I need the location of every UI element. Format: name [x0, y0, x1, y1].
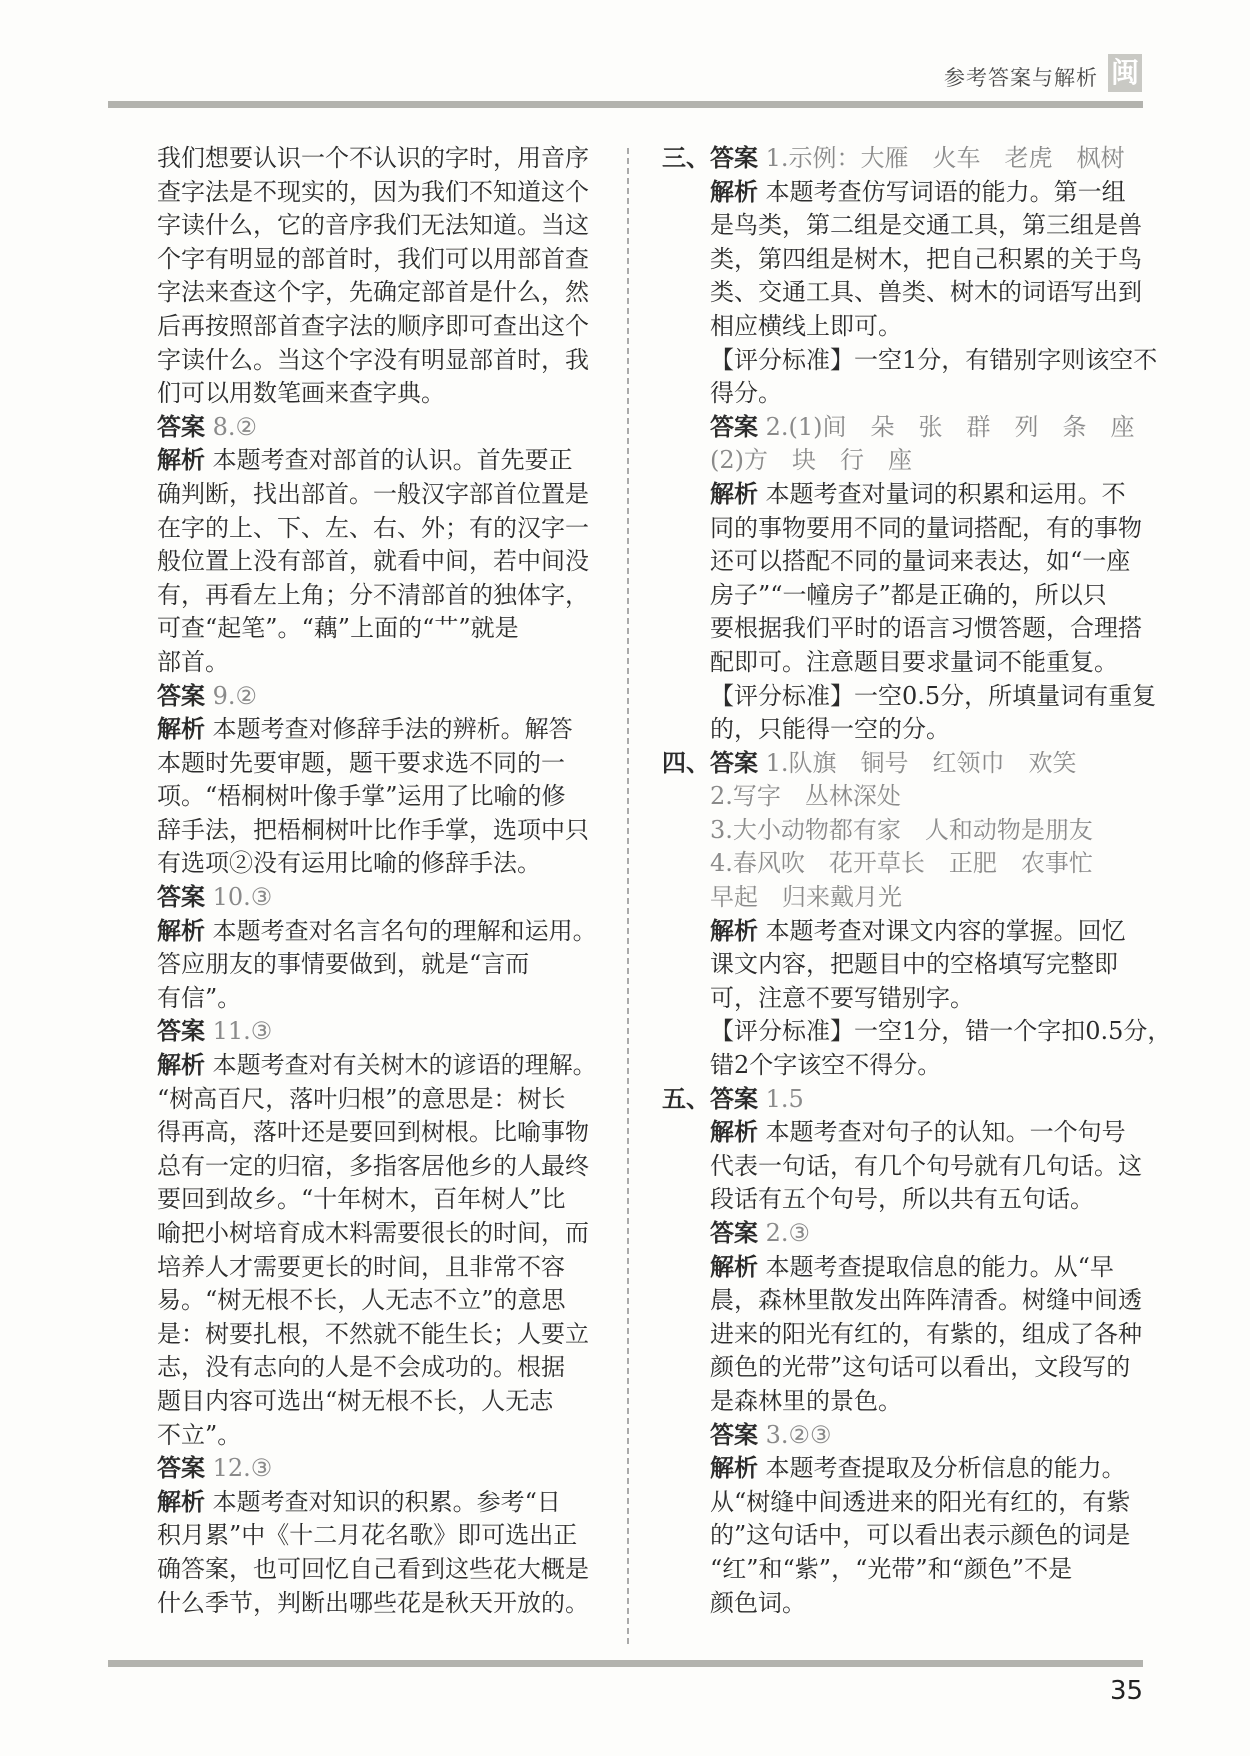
page-number: 35 [1110, 1676, 1144, 1706]
text-line: 可，注意不要写错别字。 [710, 983, 974, 1012]
text-line: 要根据我们平时的语言习惯答题，合理搭 [710, 614, 1142, 643]
section-5-explain-3: 解析 本题考查提取及分析信息的能力。 [710, 1454, 1126, 1483]
scoring-line: 的，只能得一空的分。 [710, 715, 950, 744]
text-line: 类，第四组是树木，把自己积累的关于鸟 [710, 244, 1142, 273]
header-title: 参考答案与解析 [944, 66, 1098, 90]
text-line: 有信”。 [157, 983, 242, 1012]
text-line: 颜色的光带”这句话可以看出，文段写的 [710, 1353, 1131, 1382]
text-line: 的”这句话中，可以看出表示颜色的词是 [710, 1521, 1131, 1550]
text-line: 相应横线上即可。 [710, 311, 902, 340]
answer-12: 答案 12.③ [157, 1454, 273, 1483]
text-line: 辞手法，把梧桐树叶比作手掌，选项中只 [157, 815, 589, 844]
text-line: 段话有五个句号，所以共有五句话。 [710, 1185, 1094, 1214]
answer-line: 早起 归来戴月光 [710, 883, 902, 912]
text-line: 易。“树无根不长，人无志不立”的意思 [157, 1286, 566, 1315]
text-line: 是：树要扎根，不然就不能生长；人要立 [157, 1319, 589, 1348]
text-line: 般位置上没有部首，就看中间，若中间没 [157, 547, 589, 576]
explain-8: 解析 本题考查对部首的认识。首先要正 [157, 446, 573, 475]
section-5-explain-2: 解析 本题考查提取信息的能力。从“早 [710, 1252, 1114, 1281]
text-line: 要回到故乡。“十年树木，百年树人”比 [157, 1185, 566, 1214]
answer-line: 2.写字 丛林深处 [710, 782, 901, 811]
section-3-answer-1: 三、答案 1.示例：大雁 火车 老虎 枫树 [662, 144, 1125, 172]
text-line: 确判断，找出部首。一般汉字部首位置是 [157, 479, 589, 508]
text-line: 不立”。 [157, 1420, 242, 1449]
section-5-explain-1: 解析 本题考查对句子的认知。一个句号 [710, 1118, 1126, 1147]
text-line: 课文内容，把题目中的空格填写完整即 [710, 950, 1118, 979]
text-line: 有，再看左上角；分不清部首的独体字， [157, 580, 589, 609]
scoring-line: 【评分标准】一空0.5分，所填量词有重复 [710, 681, 1157, 710]
text-line: 还可以搭配不同的量词来表达，如“一座 [710, 547, 1131, 576]
text-line: 项。“梧桐树叶像手掌”运用了比喻的修 [157, 782, 566, 811]
text-line: 字读什么。当这个字没有明显部首时，我 [157, 345, 589, 374]
text-line: 代表一句话，有几个句号就有几句话。这 [710, 1151, 1142, 1180]
text-line: 从“树缝中间透进来的阳光有红的，有紫 [710, 1487, 1131, 1516]
explain-12: 解析 本题考查对知识的积累。参考“日 [157, 1487, 561, 1516]
right-column [662, 142, 1172, 1620]
text-line: 类、交通工具、兽类、树木的词语写出到 [710, 278, 1142, 307]
footer-rule [108, 1660, 1143, 1667]
text-line: 同的事物要用不同的量词搭配，有的事物 [710, 513, 1142, 542]
section-4-answer: 四、答案 1.队旗 铜号 红领巾 欢笑 [662, 748, 1077, 777]
section-5-answer-2: 答案 2.③ [710, 1219, 811, 1247]
section-3-explain-1: 解析 本题考查仿写词语的能力。第一组 [710, 177, 1126, 206]
text-line: 进来的阳光有红的，有紫的，组成了各种 [710, 1319, 1142, 1348]
scoring-line: 【评分标准】一空1分，错一个字扣0.5分， [710, 1017, 1172, 1046]
text-line: 字读什么，它的音序我们无法知道。当这 [157, 211, 589, 240]
text-line: 可查“起笔”。“藕”上面的“艹”就是 [157, 614, 519, 643]
answer-8: 答案 8.② [157, 412, 258, 441]
text-line: 房子”“一幢房子”都是正确的，所以只 [710, 580, 1107, 609]
text-line: 们可以用数笔画来查字典。 [157, 379, 445, 408]
text-line: 颜色词。 [710, 1588, 806, 1617]
text-line: 得再高，落叶还是要回到树根。比喻事物 [157, 1118, 589, 1147]
text-line: 个字有明显的部首时，我们可以用部首查 [157, 244, 589, 273]
scoring-line: 错2个字该空不得分。 [710, 1051, 942, 1080]
text-line: 我们想要认识一个不认识的字时，用音序 [157, 144, 589, 172]
answer-line: 4.春风吹 花开草长 正肥 农事忙 [710, 849, 1093, 878]
text-line: 本题时先要审题，题干要求选不同的一 [157, 748, 565, 777]
text-line: 是森林里的景色。 [710, 1386, 902, 1415]
section-4-explain: 解析 本题考查对课文内容的掌握。回忆 [710, 916, 1126, 945]
text-line: 后再按照部首查字法的顺序即可查出这个 [157, 311, 589, 340]
answer-line: (2)方 块 行 座 [710, 446, 912, 475]
text-line: 查字法是不现实的，因为我们不知道这个 [157, 177, 589, 206]
text-line: “树高百尺，落叶归根”的意思是：树长 [157, 1084, 566, 1113]
explain-10: 解析 本题考查对名言名句的理解和运用。 [157, 916, 597, 945]
text-line: 积月累”中《十二月花名歌》即可选出正 [157, 1521, 578, 1550]
text-line: 培养人才需要更长的时间，且非常不容 [157, 1252, 565, 1281]
header-rule [108, 101, 1143, 108]
text-line: 部首。 [157, 647, 229, 676]
text-line: 在字的上、下、左、右、外；有的汉字一 [157, 513, 589, 542]
text-line: 喻把小树培育成木料需要很长的时间，而 [157, 1219, 589, 1247]
text-line: 什么季节，判断出哪些花是秋天开放的。 [157, 1588, 589, 1617]
section-5-answer-1: 五、答案 1.5 [662, 1084, 804, 1113]
text-line: 字法来查这个字，先确定部首是什么，然 [157, 278, 589, 307]
text-line: 配即可。注意题目要求量词不能重复。 [710, 647, 1118, 676]
text-line: 晨，森林里散发出阵阵清香。树缝中间透 [710, 1286, 1142, 1315]
section-5-answer-3: 答案 3.②③ [710, 1420, 832, 1449]
explain-9: 解析 本题考查对修辞手法的辨析。解答 [157, 715, 573, 744]
text-line: 题目内容可选出“树无根不长，人无志 [157, 1386, 554, 1415]
column-divider [627, 148, 629, 1644]
answer-9: 答案 9.② [157, 681, 258, 710]
section-3-answer-2: 答案 2.(1)间 朵 张 群 列 条 座 [710, 412, 1135, 441]
text-line: 志，没有志向的人是不会成功的。根据 [157, 1353, 565, 1382]
header-badge-icon: 闽 [1108, 54, 1142, 92]
answer-line: 3.大小动物都有家 人和动物是朋友 [710, 815, 1093, 844]
scoring-line: 得分。 [710, 379, 782, 408]
text-line: 确答案，也可回忆自己看到这些花大概是 [157, 1554, 589, 1583]
text-line: 是鸟类，第二组是交通工具，第三组是兽 [710, 211, 1142, 240]
text-line: “红”和“紫”，“光带”和“颜色”不是 [710, 1554, 1073, 1583]
answer-10: 答案 10.③ [157, 883, 273, 912]
text-line: 答应朋友的事情要做到，就是“言而 [157, 950, 530, 979]
text-line: 有选项②没有运用比喻的修辞手法。 [157, 849, 541, 878]
scoring-line: 【评分标准】一空1分，有错别字则该空不 [710, 345, 1158, 374]
explain-11: 解析 本题考查对有关树木的谚语的理解。 [157, 1051, 597, 1080]
answer-11: 答案 11.③ [157, 1017, 273, 1046]
left-column [157, 142, 602, 1620]
section-3-explain-2: 解析 本题考查对量词的积累和运用。不 [710, 479, 1126, 508]
text-line: 总有一定的归宿，多指客居他乡的人最终 [157, 1151, 589, 1180]
